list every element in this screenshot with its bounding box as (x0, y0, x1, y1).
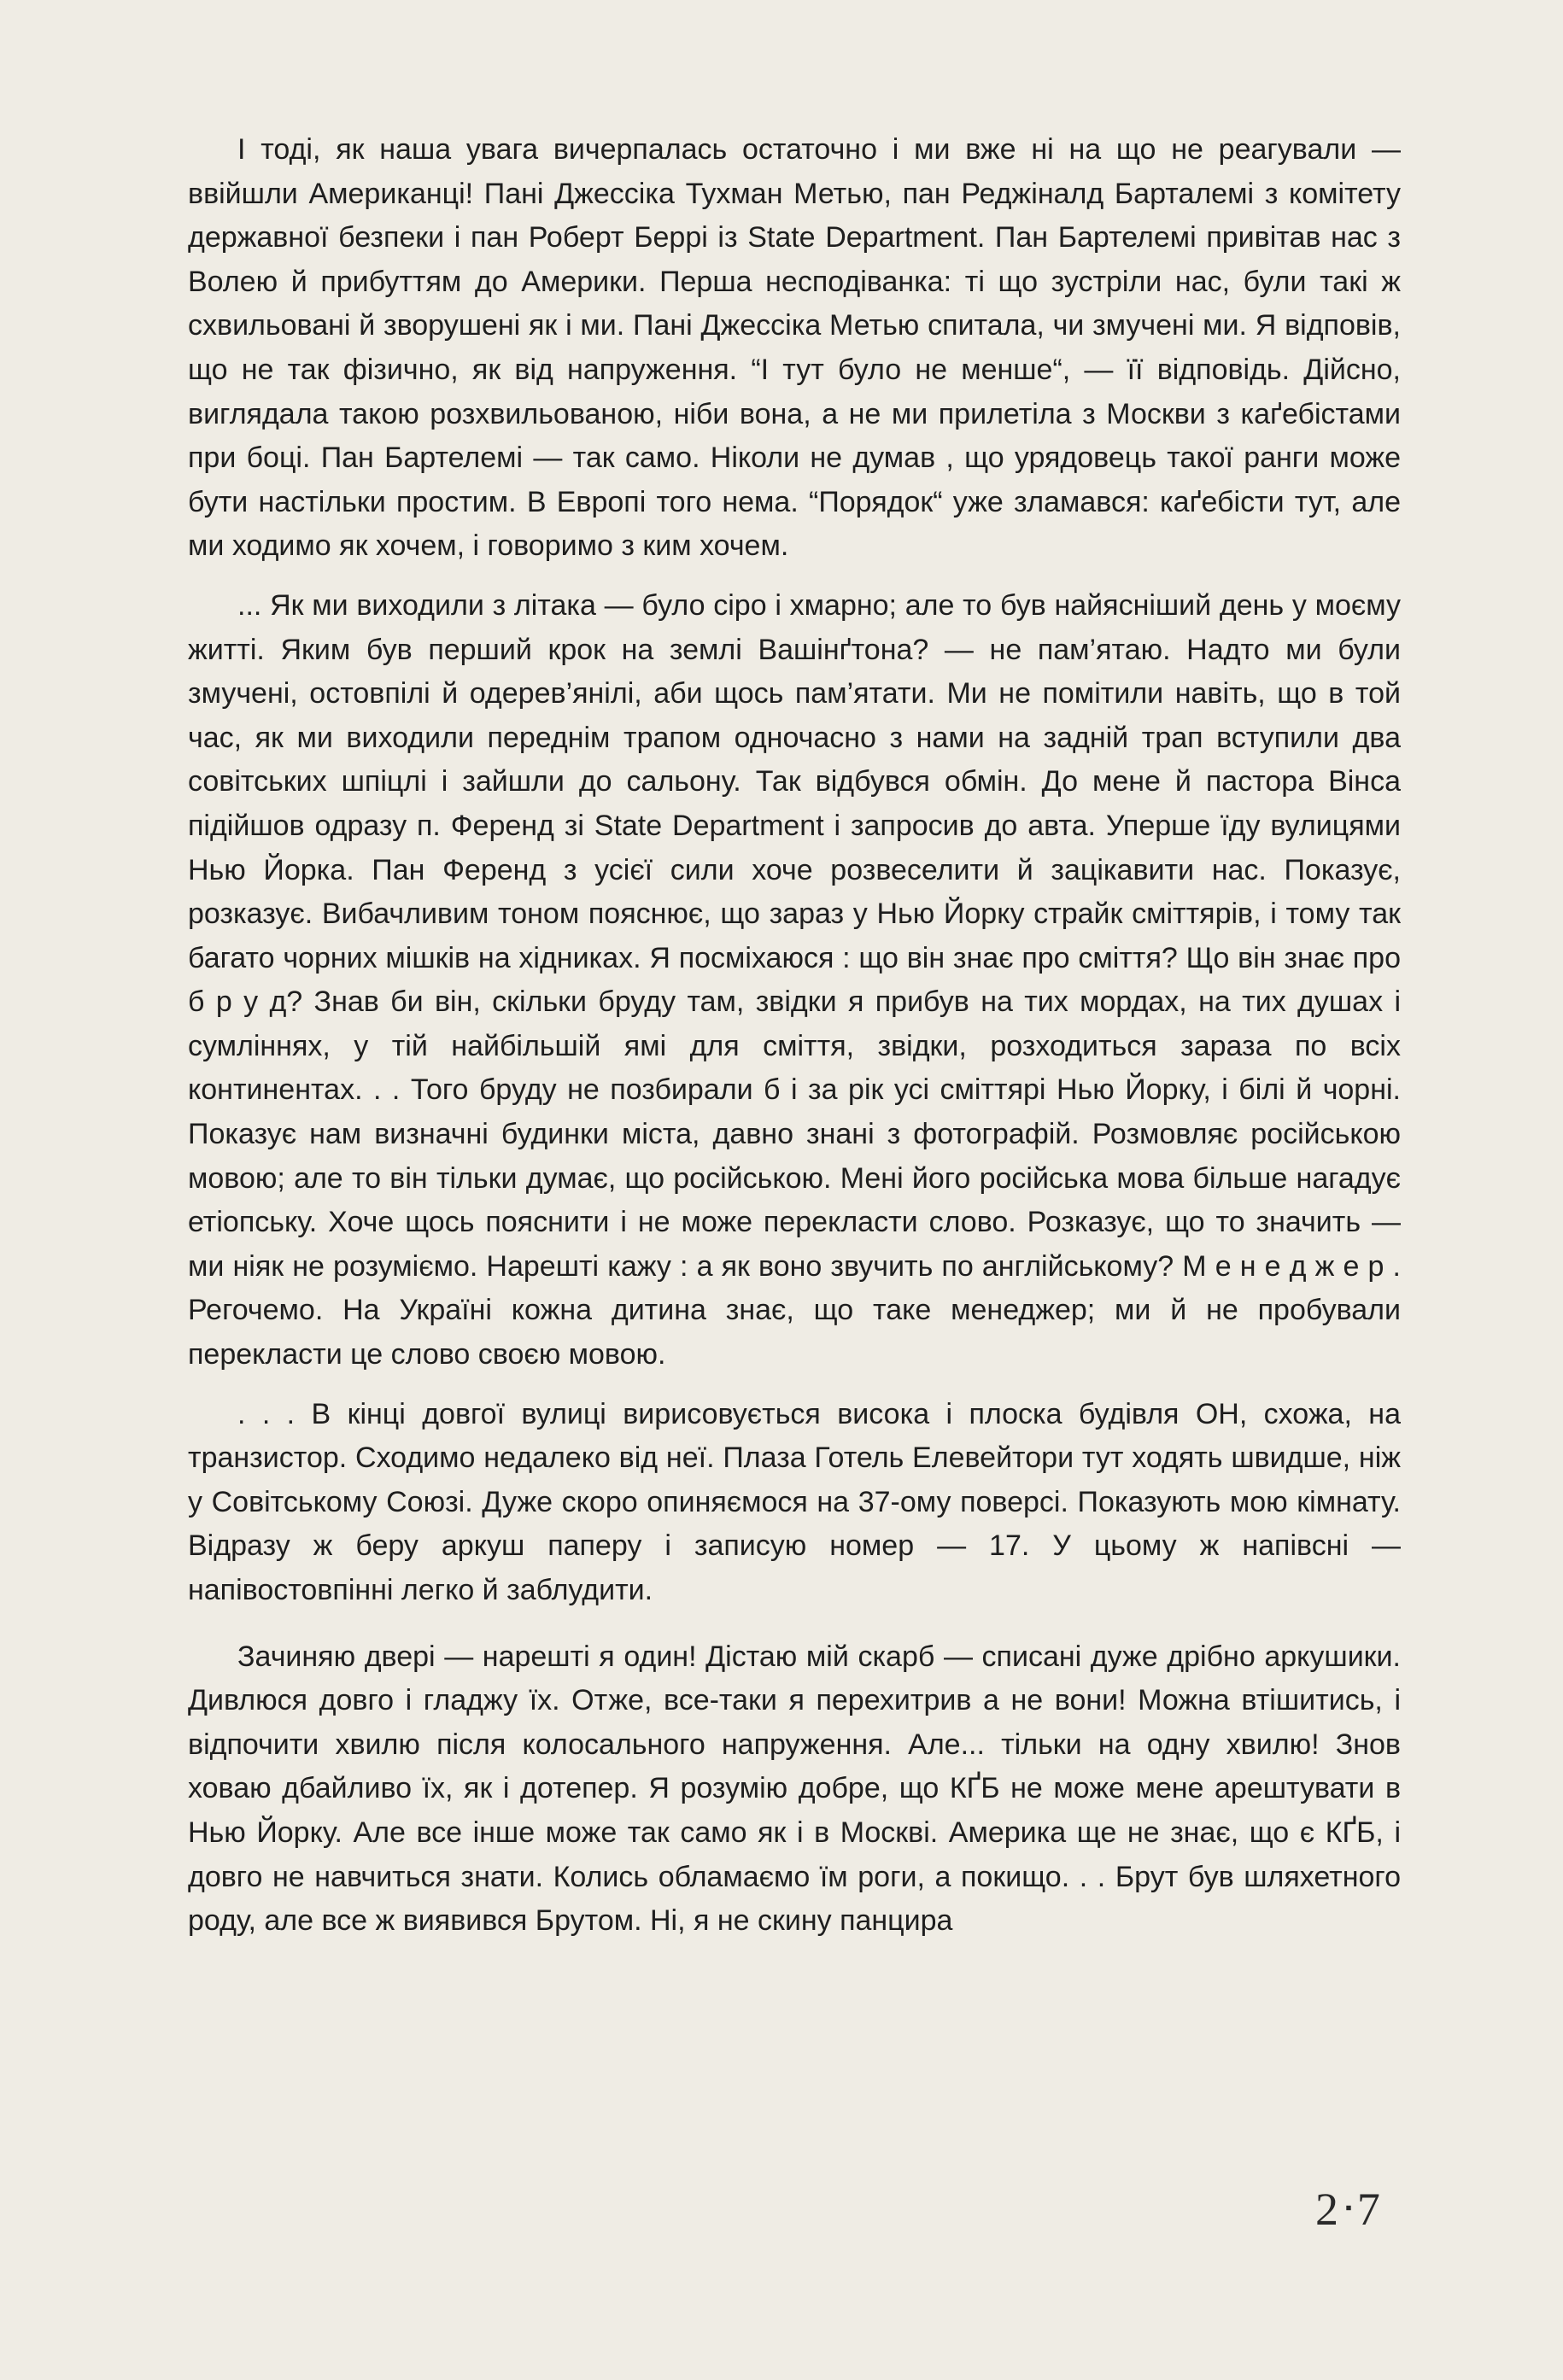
paragraph-un-building: . . . В кінці довгої вулиці вирисовується висока і плоска будівля ОН, схожа, на транзистор. Сходимо недалеко від неї. Плаза Готель Елевейтори тут ходять швидше, ніж у Совітському Союзі. Дуже скоро опиняємося на 37-ому поверсі. Показують мою кімнату. Відразу ж беру аркуш паперу і записую номер — 17. У цьому ж напівсні — напівостовпінні легко й заблудити. (188, 1397, 1401, 1606)
page-body-text (188, 128, 1401, 1944)
paragraph-leaving-plane: ... Як ми виходили з літака — було сіро і хмарно; але то був найясніший день у моєму житті. Яким був перший крок на землі Вашінґтона? — не пам’ятаю. Надто ми були змучені, остовпілі й одерев’янілі, аби щось пам’ятати. Ми не помітили навіть, що в той час, як ми виходили переднім трапом одночасно з нами на задній трап вступили два совітських шпіцлі і зайшли до сальону. Так відбувся обмін. До мене й пастора Вінса підійшов одразу п. Ференд зі State Department і запросив до авта. Уперше їду вулицями Нью Йорка. Пан Ференд з усієї сили хоче розвеселити й зацікавити нас. Показує, розказує. Вибачливим тоном пояснює, що зараз у Нью Йорку страйк сміттярів, і тому так багато чорних мішків на хідниках. Я посміхаюся : що він знає про сміття? Що він знає про б р у д? Знав би він, скільки бруду там, звідки я прибув на тих мордах, на тих душах і сумліннях, у тій найбільшій ямі для сміття, звідки, розходиться зараза по всіх континентах. . . Того бруду не позбирали б і за рік усі сміттярі Нью Йорку, і білі й чорні. Показує нам визначні будинки міста, давно знані з фотографій. Розмовляє російською мовою; але то він тільки думає, що російською. Мені його російська мова більше нагадує етіопську. Хоче щось пояснити і не може перекласти слово. Розказує, що то значить — ми ніяк не розуміємо. Нарешті кажу : а як воно звучить по англійському? М е н е д ж е р . Регочемо. На Україні кожна дитина знає, що таке менеджер; ми й не пробували перекласти це слово своєю мовою. (188, 588, 1401, 1371)
page-number: 2ᐧ7 (1315, 2184, 1384, 2235)
paragraph-alone-in-room: Зачиняю двері — нарешті я один! Дістаю мій скарб — списані дуже дрібно аркушики. Дивлюся довго і гладжу їх. Отже, все-таки я перехитрив а не вони! Можна втішитись, і відпочити хвилю після колосального напруження. Але... тільки на одну хвилю! Знов ховаю дбайливо їх, як і дотепер. Я розумію добре, що КҐБ не може мене арештувати в Нью Йорку. Але все інше може так само як і в Москві. Америка ще не знає, що є КҐБ, і довго не навчиться знати. Колись обламаємо їм роги, а покищо. . . Брут був шляхетного роду, але все ж виявився Брутом. Ні, я не скину панцира (188, 1640, 1401, 1938)
paragraph-americans-arrive: І тоді, як наша увага вичерпалась остаточно і ми вже ні на що не реагували — ввійшли Американці! Пані Джессіка Тухман Метью, пан Реджіналд Барталемі з комітету державної безпеки і пан Роберт Беррі із State Department. Пан Бартелемі привітав нас з Волею й прибуттям до Америки. Перша несподіванка: ті що зустріли нас, були такі ж схвильовані й зворушені як і ми. Пані Джессіка Метью спитала, чи змучені ми. Я відповів, що не так фізично, як від напруження. “І тут було не менше“, — її відповідь. Дійсно, виглядала такою розхвильованою, ніби вона, а не ми прилетіла з Москви з каґебістами при боці. Пан Бартелемі — так само. Ніколи не думав , що урядовець такої ранги може бути настільки простим. В Европі того нема. “Порядок“ уже зламався: каґебісти тут, але ми ходимо як хочем, і говоримо з ким хочем. (188, 133, 1401, 563)
